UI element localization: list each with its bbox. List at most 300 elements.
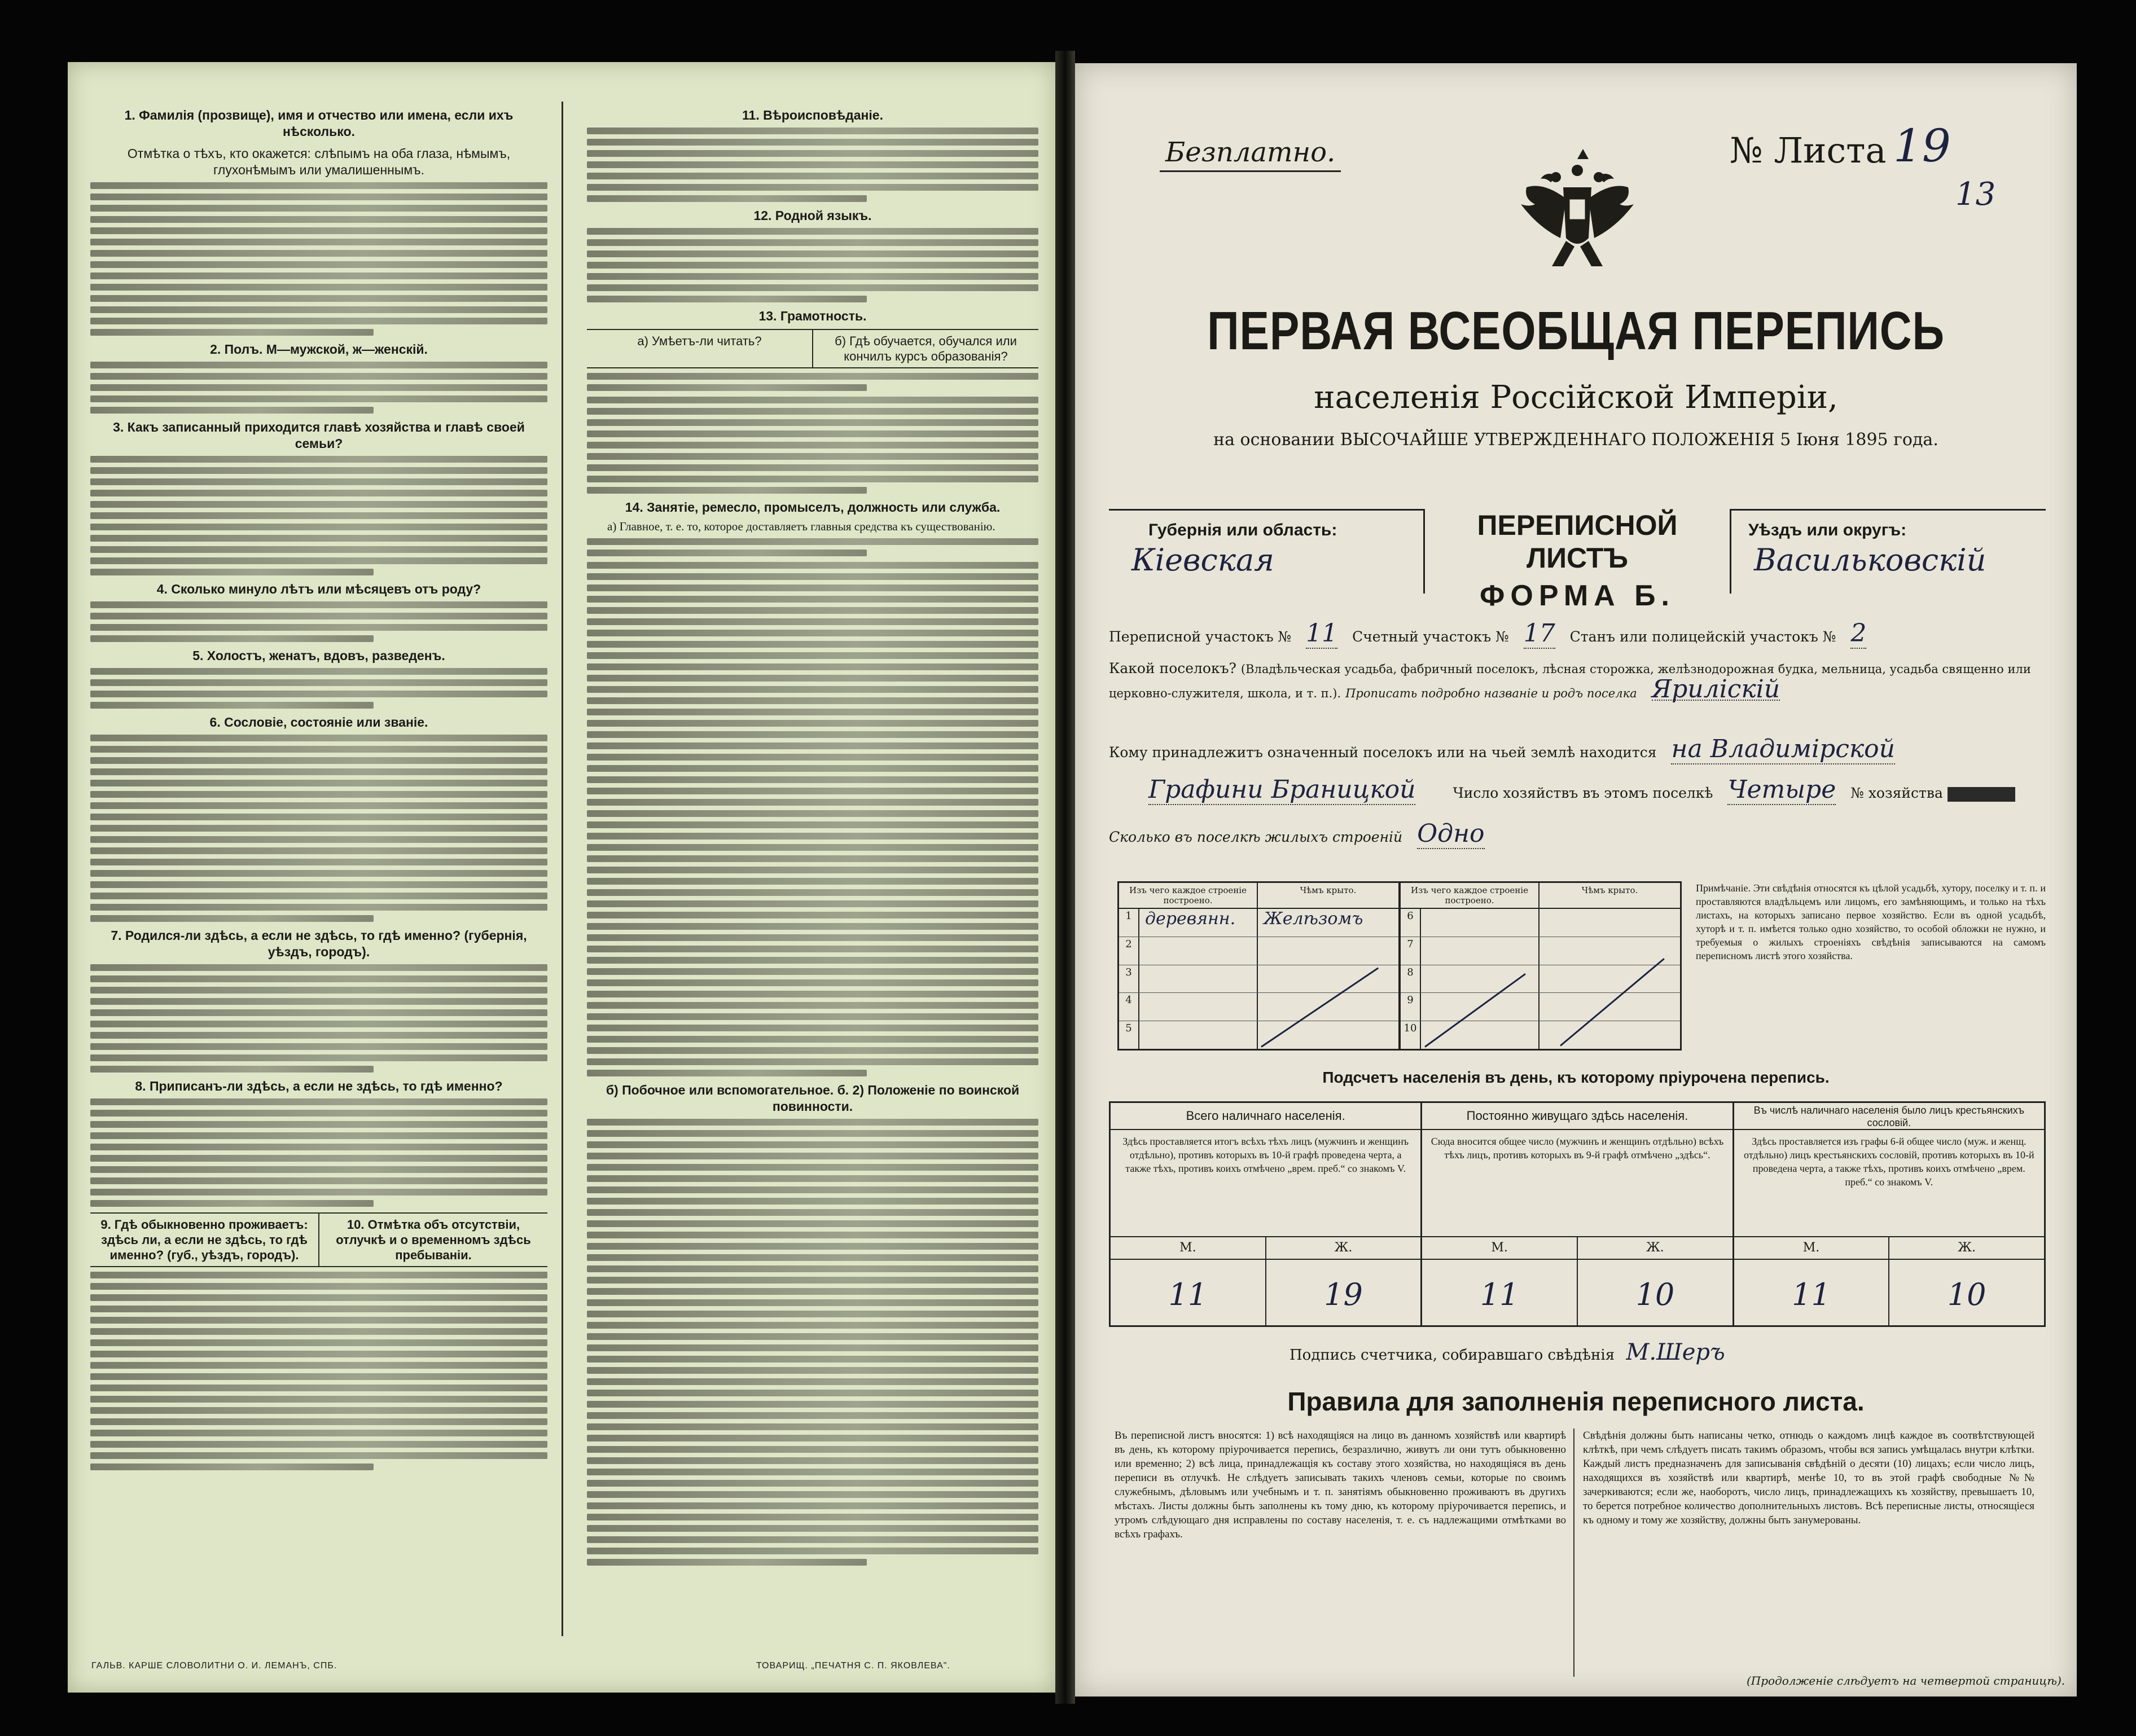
text-line (90, 1121, 547, 1128)
text-line (90, 273, 547, 279)
form-title-line-2: ФОРМА Б. (1480, 579, 1675, 612)
text-line (90, 1272, 547, 1278)
text-line (587, 284, 1038, 291)
text-line (587, 1299, 1038, 1306)
text-line (587, 833, 1038, 840)
female-header: Ж. (1577, 1237, 1733, 1259)
building-row (1119, 937, 1398, 965)
text-line (587, 742, 1038, 749)
text-line (587, 799, 1038, 806)
sheet-number-label: № Листа (1730, 130, 1887, 171)
population-caption: Подсчетъ населенія въ день, къ которому пріурочена перепись. (1322, 1069, 1830, 1086)
roof-header: Чѣмъ крыто. (1300, 885, 1357, 895)
district-value: 11 (1306, 619, 1338, 648)
text-block (90, 1098, 547, 1207)
text-block (90, 182, 547, 336)
text-line (90, 847, 547, 854)
text-line (587, 1141, 1038, 1148)
text-line (90, 601, 547, 608)
signature-value: М.Шеръ (1626, 1339, 1725, 1365)
text-line (587, 1047, 1038, 1054)
male-header: М. (1491, 1241, 1508, 1255)
text-line (90, 569, 374, 575)
building-roof (1540, 965, 1680, 993)
text-line (587, 1209, 1038, 1216)
text-line (90, 1463, 374, 1470)
text-line (587, 1243, 1038, 1250)
settlement-value: Яриліскій (1651, 675, 1780, 704)
text-line (90, 814, 547, 820)
text-line (587, 442, 1038, 449)
text-line (90, 691, 547, 697)
female-count: 10 (1888, 1260, 2044, 1325)
material-header: Изъ чего каждое строеніе построено. (1119, 883, 1258, 908)
text-line (587, 968, 1038, 975)
male-header: М. (1179, 1241, 1196, 1255)
text-line (587, 1446, 1038, 1453)
section-heading: 8. Приписанъ-ли здѣсь, а если не здѣсь, то гдѣ именно? (135, 1079, 503, 1093)
split-heading: 10. Отмѣтка объ отсутствіи, отлучкѣ и о временномъ здѣсь пребываніи. (318, 1214, 547, 1266)
stan-value: 2 (1850, 619, 1867, 648)
text-line (90, 757, 547, 764)
text-line (587, 1367, 1038, 1374)
text-line (587, 618, 1038, 625)
text-line (587, 384, 867, 391)
text-block (587, 228, 1038, 302)
text-line (587, 1548, 1038, 1554)
count-value: 17 (1523, 619, 1555, 648)
population-column-header: Въ числѣ наличнаго населенія было лицъ крестьянскихъ сословій. (1734, 1103, 2044, 1130)
form-title (1425, 509, 1730, 613)
gubernia-value: Кіевская (1131, 542, 1274, 578)
section-heading: 12. Родной языкъ. (753, 208, 872, 223)
building-roof (1540, 909, 1680, 937)
section-heading: 3. Какъ записанный приходится главѣ хозяйства и главѣ своей семьи? (113, 420, 525, 451)
text-line (90, 1373, 547, 1380)
sex-header-row (1111, 1237, 1420, 1260)
text-line (587, 195, 867, 202)
text-line (90, 613, 547, 619)
text-line (90, 467, 547, 474)
text-line (90, 501, 547, 508)
rules-divider (1573, 1429, 1574, 1677)
text-line (90, 384, 547, 391)
text-block (90, 601, 547, 642)
text-line (90, 239, 547, 245)
text-block (90, 964, 547, 1073)
text-block (90, 456, 547, 575)
building-material (1421, 909, 1540, 937)
population-column-description: Сюда вносится общее число (мужчинъ и женщинъ отдѣльно) всѣхъ тѣхъ лицъ, противъ которыхъ въ 9-й графѣ отмѣчено „здѣсь“. (1422, 1130, 1732, 1237)
text-line (587, 487, 867, 494)
building-roof (1540, 937, 1680, 965)
text-line (587, 1356, 1038, 1363)
text-line (90, 1098, 547, 1105)
text-line (587, 562, 1038, 569)
text-line (587, 239, 1038, 246)
text-line (90, 261, 547, 268)
census-main-title: ПЕРВАЯ ВСЕОБЩАЯ ПЕРЕПИСЬ (1207, 301, 1945, 361)
text-line (90, 1339, 547, 1346)
text-line (90, 205, 547, 212)
free-of-charge-label: Безплатно. (1160, 137, 1341, 172)
building-row (1119, 965, 1398, 994)
households-label: Число хозяйствъ въ этомъ поселкѣ (1453, 785, 1713, 801)
text-line (587, 1423, 1038, 1430)
building-number: 4 (1119, 993, 1139, 1021)
text-line (587, 1070, 867, 1076)
text-line (90, 284, 547, 291)
count-label: Счетный участокъ № (1352, 629, 1509, 645)
text-line (90, 1189, 547, 1196)
text-line (587, 184, 1038, 191)
double-headed-eagle-emblem-icon (1504, 137, 1651, 283)
population-table (1109, 1101, 2046, 1327)
text-line (587, 538, 1038, 545)
text-line (90, 702, 374, 709)
building-row (1401, 993, 1680, 1021)
building-roof (1258, 937, 1398, 965)
text-line (587, 173, 1038, 179)
text-line (90, 624, 547, 631)
population-values-row (1111, 1260, 1420, 1325)
population-column (1111, 1103, 1420, 1325)
stan-label: Станъ или полицейскій участокъ № (1569, 629, 1836, 645)
gubernia-label: Губернія или область: (1148, 521, 1337, 539)
text-line (90, 1441, 547, 1448)
building-material (1421, 965, 1540, 993)
text-line (587, 408, 1038, 415)
text-line (90, 182, 547, 189)
gubernia-box (1109, 509, 1425, 594)
owner-value-1: на Владимірской (1671, 735, 1895, 763)
building-number: 8 (1401, 965, 1421, 993)
text-line (90, 490, 547, 496)
text-line (587, 923, 1038, 930)
text-line (90, 524, 547, 530)
text-line (587, 250, 1038, 257)
population-column (1420, 1103, 1732, 1325)
text-line (587, 161, 1038, 168)
text-line (587, 788, 1038, 794)
text-line (90, 825, 547, 832)
text-line (587, 1502, 1038, 1509)
sub-heading: б) Гдѣ обучается, обучался или кончилъ курсъ образованія? (812, 330, 1038, 367)
male-count: 11 (1168, 1277, 1208, 1312)
section-heading: 13. Грамотность. (758, 309, 867, 323)
text-line (587, 754, 1038, 761)
text-line (587, 1198, 1038, 1205)
text-line (587, 663, 1038, 670)
text-line (587, 573, 1038, 580)
building-row (1401, 937, 1680, 965)
text-line (587, 900, 1038, 907)
text-block (90, 735, 547, 922)
district-label: Переписной участокъ № (1109, 629, 1292, 645)
text-line (587, 419, 1038, 426)
building-material (1421, 937, 1540, 965)
buildings-table-right (1398, 883, 1680, 1049)
form-header-band (1109, 509, 2046, 612)
text-line (587, 810, 1038, 817)
building-number: 9 (1401, 993, 1421, 1021)
text-line (587, 550, 867, 556)
text-line (90, 1328, 547, 1335)
text-line (90, 1452, 547, 1459)
buildings-count-value: Одно (1417, 819, 1485, 848)
text-line (587, 776, 1038, 783)
instructions-column-2 (587, 102, 1038, 1659)
text-line (90, 1418, 547, 1425)
text-line (587, 1153, 1038, 1159)
text-line (587, 228, 1038, 235)
text-line (90, 915, 374, 922)
text-line (90, 746, 547, 753)
buildings-table-header (1119, 883, 1398, 909)
text-line (587, 844, 1038, 851)
form-title-line-1: ПЕРЕПИСНОЙ ЛИСТЪ (1477, 509, 1678, 574)
section-note: Отмѣтка о тѣхъ, кто окажется: слѣпымъ на оба глаза, нѣмымъ, глухонѣмымъ или умалишеннымъ. (127, 146, 511, 177)
population-column-header: Всего наличнаго населенія. (1111, 1103, 1420, 1130)
text-line (587, 397, 1038, 403)
text-line (90, 512, 547, 519)
text-line (587, 765, 1038, 772)
text-line (587, 1232, 1038, 1238)
text-line (587, 1536, 1038, 1543)
building-row (1119, 1021, 1398, 1049)
building-number: 6 (1401, 909, 1421, 937)
building-material (1139, 993, 1258, 1021)
text-line (90, 893, 547, 899)
text-line (587, 273, 1038, 280)
text-line (90, 1407, 547, 1414)
text-line (587, 453, 1038, 460)
text-line (587, 1175, 1038, 1182)
sex-header-row (1734, 1237, 2044, 1260)
text-line (587, 991, 1038, 997)
text-line (587, 630, 1038, 636)
text-line (90, 987, 547, 994)
settlement-label: Какой поселокъ? (1109, 660, 1236, 676)
uezd-value: Васильковскій (1754, 542, 1986, 578)
building-material-value: деревянн. (1145, 909, 1236, 929)
text-line (90, 1396, 547, 1403)
female-header: Ж. (1888, 1237, 2044, 1259)
text-line (90, 329, 374, 336)
sheet-number-handwritten-secondary: 13 (1955, 176, 1996, 213)
roof-header: Чѣмъ крыто. (1581, 885, 1638, 895)
section-heading: 14. Занятіе, ремесло, промыселъ, должность или служба. (625, 500, 1001, 515)
text-line (587, 675, 1038, 682)
text-line (90, 679, 547, 686)
text-line (90, 295, 547, 302)
text-line (587, 1390, 1038, 1396)
text-line (90, 768, 547, 775)
text-line (90, 306, 547, 313)
district-line (1109, 619, 2046, 649)
text-line (587, 946, 1038, 952)
buildings-count-label: Сколько въ поселкѣ жилыхъ строеній (1109, 829, 1403, 845)
text-line (587, 1025, 1038, 1031)
population-values-row (1734, 1260, 2044, 1325)
sub-heading: а) Умѣетъ-ли читать? (637, 334, 762, 348)
text-line (90, 859, 547, 865)
printer-imprint-left: ГАЛЬВ. КАРШЕ СЛОВОЛИТНИ О. И. ЛЕМАНЪ, СПБ. (91, 1661, 337, 1671)
text-line (90, 1144, 547, 1150)
text-line (587, 979, 1038, 986)
uezd-box (1730, 509, 2046, 594)
text-line (587, 1469, 1038, 1475)
text-line (587, 1344, 1038, 1351)
households-value: Четыре (1727, 775, 1836, 804)
text-line (587, 1265, 1038, 1272)
text-line (90, 373, 547, 380)
page-gutter (1055, 51, 1075, 1704)
column-divider (562, 102, 563, 1636)
text-line (587, 720, 1038, 727)
text-line (587, 821, 1038, 828)
building-number: 3 (1119, 965, 1139, 993)
enumerator-signature-line (1290, 1339, 1725, 1365)
material-header: Изъ чего каждое строеніе построено. (1401, 883, 1540, 908)
section-heading: 7. Родился-ли здѣсь, а если не здѣсь, то гдѣ именно? (губернія, уѣздъ, городъ). (111, 928, 527, 959)
building-number: 1 (1119, 909, 1139, 937)
text-line (587, 1559, 867, 1566)
text-line (90, 1021, 547, 1027)
text-block (90, 668, 547, 709)
sheet-number-handwritten: 19 (1893, 120, 1951, 172)
section-heading: 6. Сословіе, состояніе или званіе. (209, 715, 428, 729)
owner-line (1109, 735, 2046, 764)
building-row (1401, 909, 1680, 937)
text-line (587, 1254, 1038, 1261)
text-line (587, 373, 1038, 380)
text-line (587, 1480, 1038, 1487)
household-number-label: № хозяйства (1850, 785, 1943, 801)
building-roof (1258, 993, 1398, 1021)
population-values-row (1422, 1260, 1732, 1325)
text-line (90, 546, 547, 553)
building-material (1139, 965, 1258, 993)
text-line (90, 1166, 547, 1173)
text-line (587, 697, 1038, 704)
text-line (90, 881, 547, 888)
text-line (90, 791, 547, 798)
building-material (1139, 909, 1258, 937)
text-line (587, 296, 867, 302)
text-line (587, 1013, 1038, 1020)
text-line (587, 1514, 1038, 1520)
text-line (90, 194, 547, 200)
census-form-page (1075, 63, 2077, 1697)
buildings-note: Примѣчаніе. Эти свѣдѣнія относятся къ цѣлой усадьбѣ, хутору, поселку и т. п. и проставляются владѣльцемъ или лицомъ, его замѣняющимъ, и только на тѣхъ листахъ, на которыхъ записано первое хозяйство. Если въ одной усадьбѣ, хуторѣ и т. п. имѣется только одно хозяйство, то особой обложки не нужно, и требуемыя о жилыхъ строеніяхъ свѣдѣнія записываются на самомъ переписномъ листѣ этого хозяйства. (1696, 882, 2046, 961)
text-line (90, 904, 547, 911)
text-line (587, 1378, 1038, 1385)
text-line (587, 957, 1038, 964)
text-line (90, 535, 547, 542)
text-line (587, 889, 1038, 896)
settlement-line (1109, 658, 2046, 704)
continued-note: (Продолженіе слѣдуетъ на четвертой страницѣ). (1747, 1674, 2065, 1687)
building-row (1119, 909, 1398, 937)
text-line (90, 1306, 547, 1312)
text-line (587, 1130, 1038, 1137)
text-line (587, 1220, 1038, 1227)
female-count: 10 (1577, 1260, 1733, 1325)
text-line (587, 1119, 1038, 1126)
text-line (90, 1177, 547, 1184)
population-column-header: Постоянно живущаго здѣсь населенія. (1422, 1103, 1732, 1130)
text-line (90, 1351, 547, 1357)
text-line (90, 362, 547, 368)
male-count: 11 (1792, 1277, 1831, 1312)
building-roof-value: Желѣзомъ (1264, 909, 1363, 929)
census-subtitle: населенія Россійской Имперіи, (1314, 379, 1838, 416)
text-line (90, 1283, 547, 1290)
text-line (587, 1412, 1038, 1419)
split-heading-row (90, 1212, 547, 1267)
text-block (587, 397, 1038, 494)
text-line (90, 1009, 547, 1016)
text-line (90, 407, 374, 414)
split-heading: 9. Гдѣ обыкновенно проживаетъ: здѣсь ли, а если не здѣсь, то гдѣ именно? (губ., уѣздъ, городъ). (100, 1218, 308, 1262)
text-line (90, 975, 547, 982)
text-block (587, 562, 1038, 1076)
text-line (90, 1200, 374, 1207)
sex-header-row (1422, 1237, 1732, 1260)
text-line (90, 1317, 547, 1324)
text-line (587, 878, 1038, 885)
text-line (587, 1311, 1038, 1317)
text-line (90, 456, 547, 463)
text-line (587, 867, 1038, 873)
female-count: 19 (1265, 1260, 1421, 1325)
text-line (90, 780, 547, 786)
text-block (587, 128, 1038, 202)
text-line (587, 596, 1038, 603)
male-count: 11 (1480, 1277, 1519, 1312)
text-line (90, 557, 547, 564)
text-line (90, 870, 547, 877)
building-material (1139, 1021, 1258, 1049)
text-line (587, 150, 1038, 157)
building-row (1119, 993, 1398, 1021)
text-line (90, 395, 547, 402)
text-line (90, 318, 547, 324)
text-line (587, 430, 1038, 437)
text-line (587, 709, 1038, 715)
text-line (587, 584, 1038, 591)
text-line (587, 1322, 1038, 1329)
rules-title: Правила для заполненія переписного листа. (1287, 1387, 1865, 1416)
text-line (90, 1110, 547, 1117)
text-line (90, 1132, 547, 1139)
buildings-count-line (1109, 819, 2046, 849)
text-line (90, 1385, 547, 1391)
text-line (587, 912, 1038, 918)
section-heading: 2. Полъ. М—мужской, ж—женскій. (210, 342, 428, 357)
text-line (90, 1032, 547, 1039)
text-line (587, 1002, 1038, 1009)
text-line (587, 476, 1038, 482)
text-line (90, 1054, 547, 1061)
left-instructions-page (68, 62, 1055, 1693)
rules-column-2: Свѣдѣнія должны быть написаны четко, отнюдь о каждомъ лицѣ каждое въ соотвѣтствующей клѣткѣ, при чемъ слѣдуетъ писать такимъ образомъ, чтобы вся запись умѣщалась внутри клѣтки. Каждый листъ предназначенъ для записыванія свѣдѣній о десяти (10) лицахъ; если число лицъ, находящихся въ хозяйствѣ или квартирѣ, менѣе 10, то въ этой графѣ свободные №№ зачеркиваются; если же, наоборотъ, число лицъ, принадлежащихъ къ хозяйству, превышаетъ 10, то берется потребное количество дополнительныхъ листовъ. Всѣ переписные листы, относящіеся къ одному и тому же хозяйству, должны быть занумерованы. (1583, 1430, 2034, 1526)
text-line (90, 1430, 547, 1436)
buildings-table (1117, 881, 1682, 1051)
owner-line-2 (1109, 775, 2046, 805)
text-line (90, 635, 374, 642)
